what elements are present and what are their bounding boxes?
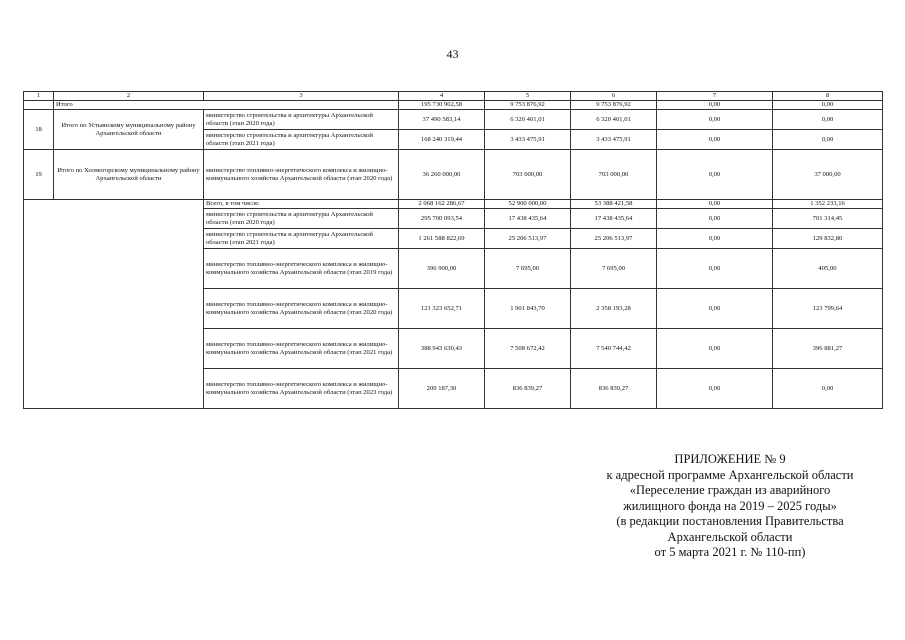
cell: 295 700 093,54 <box>399 209 485 229</box>
cell: 1 901 843,70 <box>485 289 571 329</box>
cell: 25 206 513,97 <box>485 229 571 249</box>
header-cell: 2 <box>54 92 204 101</box>
district-name: Итого по Холмогорскому муниципальному району Архангельской области <box>54 150 204 200</box>
appendix-header <box>560 452 900 561</box>
cell: 25 206 513,97 <box>571 229 657 249</box>
header-cell: 8 <box>773 92 883 101</box>
cell: 7 540 744,42 <box>571 329 657 369</box>
district-name: Итого по Устьянскому муниципальному району Архангельской области <box>54 110 204 150</box>
header-cell: 1 <box>24 92 54 101</box>
header-cell: 3 <box>204 92 399 101</box>
cell: 9 753 876,92 <box>571 101 657 110</box>
cell: 0,00 <box>657 369 773 409</box>
header-cell: 7 <box>657 92 773 101</box>
cell: 701 314,45 <box>773 209 883 229</box>
cell: 3 433 475,91 <box>485 130 571 150</box>
cell: 0,00 <box>657 200 773 209</box>
cell: 36 260 000,00 <box>399 150 485 200</box>
cell: 0,00 <box>657 329 773 369</box>
cell: 405,00 <box>773 249 883 289</box>
cell: 6 320 401,01 <box>485 110 571 130</box>
table-row <box>24 150 883 200</box>
cell: 0,00 <box>657 249 773 289</box>
cell: 168 240 319,44 <box>399 130 485 150</box>
cell: 129 832,80 <box>773 229 883 249</box>
cell: 7 695,00 <box>485 249 571 289</box>
cell: 0,00 <box>773 130 883 150</box>
grand-total-label: Всего, в том числе: <box>204 200 399 209</box>
page-number: 43 <box>446 47 459 61</box>
ministry-cell: министерство топливно-энергетического комплекса и жилищно-коммунального хозяйства Архангельской области (этап 2023 года) <box>204 369 399 409</box>
ministry-cell: министерство строительства и архитектуры Архангельской области (этап 2021 года) <box>204 229 399 249</box>
cell: 396 881,27 <box>773 329 883 369</box>
cell: 1 261 588 822,69 <box>399 229 485 249</box>
total-label: Итого <box>54 101 399 110</box>
appendix-line: жилищного фонда на 2019 – 2025 годы» <box>623 498 837 513</box>
cell: 0,00 <box>657 229 773 249</box>
row-number: 19 <box>24 150 54 200</box>
appendix-line: «Переселение граждан из аварийного <box>629 483 831 497</box>
ministry-cell: министерство строительства и архитектуры Архангельской области (этап 2020 года) <box>204 110 399 130</box>
cell: 195 730 902,58 <box>399 101 485 110</box>
cell: 836 839,27 <box>485 369 571 409</box>
cell: 17 438 435,64 <box>571 209 657 229</box>
appendix-line: (в редакции постановления Правительства <box>616 514 844 528</box>
cell: 7 508 672,42 <box>485 329 571 369</box>
table-row <box>24 200 883 209</box>
cell: 17 438 435,64 <box>485 209 571 229</box>
cell: 0,00 <box>773 101 883 110</box>
cell: 0,00 <box>657 289 773 329</box>
cell: 7 695,00 <box>571 249 657 289</box>
cell: 0,00 <box>773 369 883 409</box>
appendix-line: от 5 марта 2021 г. № 110-пп) <box>654 545 806 559</box>
cell: 6 320 401,01 <box>571 110 657 130</box>
header-cell: 4 <box>399 92 485 101</box>
cell: 0,00 <box>657 110 773 130</box>
cell: 52 900 000,00 <box>485 200 571 209</box>
cell: 123 799,64 <box>773 289 883 329</box>
cell: 9 753 876,92 <box>485 101 571 110</box>
table-row <box>24 101 883 110</box>
ministry-cell: министерство топливно-энергетического комплекса и жилищно-коммунального хозяйства Архангельской области (этап 2019 года) <box>204 249 399 289</box>
cell: 121 323 652,71 <box>399 289 485 329</box>
ministry-cell: министерство строительства и архитектуры Архангельской области (этап 2020 года) <box>204 209 399 229</box>
cell: 53 388 421,58 <box>571 200 657 209</box>
cell: 0,00 <box>657 130 773 150</box>
cell: 0,00 <box>657 101 773 110</box>
cell: 703 000,00 <box>571 150 657 200</box>
appendix-line: Архангельской области <box>667 529 793 544</box>
cell: 3 433 475,91 <box>571 130 657 150</box>
cell: 2 068 162 286,67 <box>399 200 485 209</box>
cell: 0,00 <box>657 150 773 200</box>
header-row <box>24 92 883 101</box>
cell: 388 943 630,43 <box>399 329 485 369</box>
cell: 0,00 <box>773 110 883 130</box>
header-cell: 5 <box>485 92 571 101</box>
cell: 1 352 233,16 <box>773 200 883 209</box>
ministry-cell: министерство топливно-энергетического комплекса и жилищно-коммунального хозяйства Архангельской области (этап 2021 года) <box>204 329 399 369</box>
budget-table <box>23 91 883 409</box>
header-cell: 6 <box>571 92 657 101</box>
cell: 209 187,30 <box>399 369 485 409</box>
table-row <box>24 110 883 130</box>
cell: 37 490 583,14 <box>399 110 485 130</box>
row-number: 18 <box>24 110 54 150</box>
appendix-line: к адресной программе Архангельской области <box>606 467 854 482</box>
cell: 836 839,27 <box>571 369 657 409</box>
cell: 396 900,00 <box>399 249 485 289</box>
cell: 37 000,00 <box>773 150 883 200</box>
cell: 0,00 <box>657 209 773 229</box>
ministry-cell: министерство топливно-энергетического комплекса и жилищно-коммунального хозяйства Архангельской области (этап 2020 года) <box>204 289 399 329</box>
ministry-cell: министерство топливно-энергетического комплекса и жилищно-коммунального хозяйства Архангельской области (этап 2020 года) <box>204 150 399 200</box>
cell: 703 000,00 <box>485 150 571 200</box>
appendix-title: ПРИЛОЖЕНИЕ № 9 <box>674 452 786 466</box>
cell: 2 358 193,28 <box>571 289 657 329</box>
ministry-cell: министерство строительства и архитектуры Архангельской области (этап 2021 года) <box>204 130 399 150</box>
